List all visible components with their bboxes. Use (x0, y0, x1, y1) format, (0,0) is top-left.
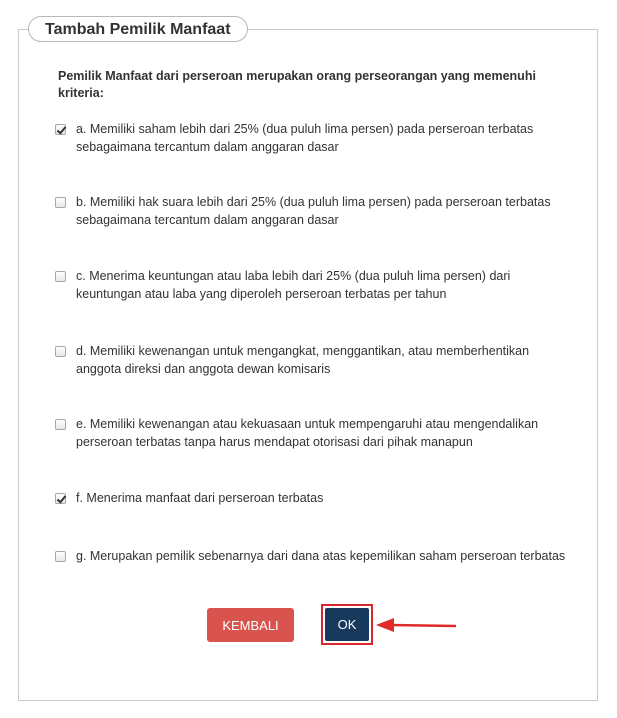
criterion-d[interactable] (55, 342, 570, 378)
criterion-a-label: a. Memiliki saham lebih dari 25% (dua puluh lima persen) pada perseroan terbatas sebagaimana tercantum dalam anggaran dasar (76, 122, 534, 154)
criterion-e-label: e. Memiliki kewenangan atau kekuasaan untuk mempengaruhi atau mengendalikan perseroan terbatas tanpa harus mendapat otorisasi dari pihak manapun (76, 417, 539, 449)
criterion-c-label: c. Menerima keuntungan atau laba lebih dari 25% (dua puluh lima persen) dari keuntungan atau laba yang diperoleh perseroan terbatas per tahun (76, 269, 511, 301)
criterion-b[interactable] (55, 193, 570, 229)
form-title: Tambah Pemilik Manfaat (28, 16, 248, 42)
criterion-f[interactable] (55, 489, 570, 507)
criterion-e[interactable] (55, 415, 570, 451)
criterion-f-checkbox[interactable] (55, 493, 66, 504)
criterion-e-checkbox[interactable] (55, 419, 66, 430)
criterion-a[interactable] (55, 120, 570, 156)
back-button[interactable]: KEMBALI (207, 608, 294, 642)
criterion-b-label: b. Memiliki hak suara lebih dari 25% (dua puluh lima persen) pada perseroan terbatas sebagaimana tercantum dalam anggaran dasar (76, 195, 551, 227)
criterion-c[interactable] (55, 267, 570, 303)
arrow-head (376, 618, 394, 632)
criterion-a-checkbox[interactable] (55, 124, 66, 135)
ok-button[interactable]: OK (325, 608, 369, 641)
criteria-intro: Pemilik Manfaat dari perseroan merupakan orang perseorangan yang memenuhi kriteria: (58, 69, 536, 100)
criterion-d-label: d. Memiliki kewenangan untuk mengangkat, menggantikan, atau memberhentikan anggota direksi dan anggota dewan komisaris (76, 344, 530, 376)
criterion-g-label: g. Merupakan pemilik sebenarnya dari dana atas kepemilikan saham perseroan terbatas (76, 549, 566, 563)
criterion-d-checkbox[interactable] (55, 346, 66, 357)
pointer-arrow-icon (374, 615, 458, 635)
criterion-b-checkbox[interactable] (55, 197, 66, 208)
arrow-shaft (390, 625, 456, 626)
criterion-c-checkbox[interactable] (55, 271, 66, 282)
criterion-g[interactable] (55, 547, 570, 565)
criterion-g-checkbox[interactable] (55, 551, 66, 562)
criterion-f-label: f. Menerima manfaat dari perseroan terbatas (76, 491, 324, 505)
